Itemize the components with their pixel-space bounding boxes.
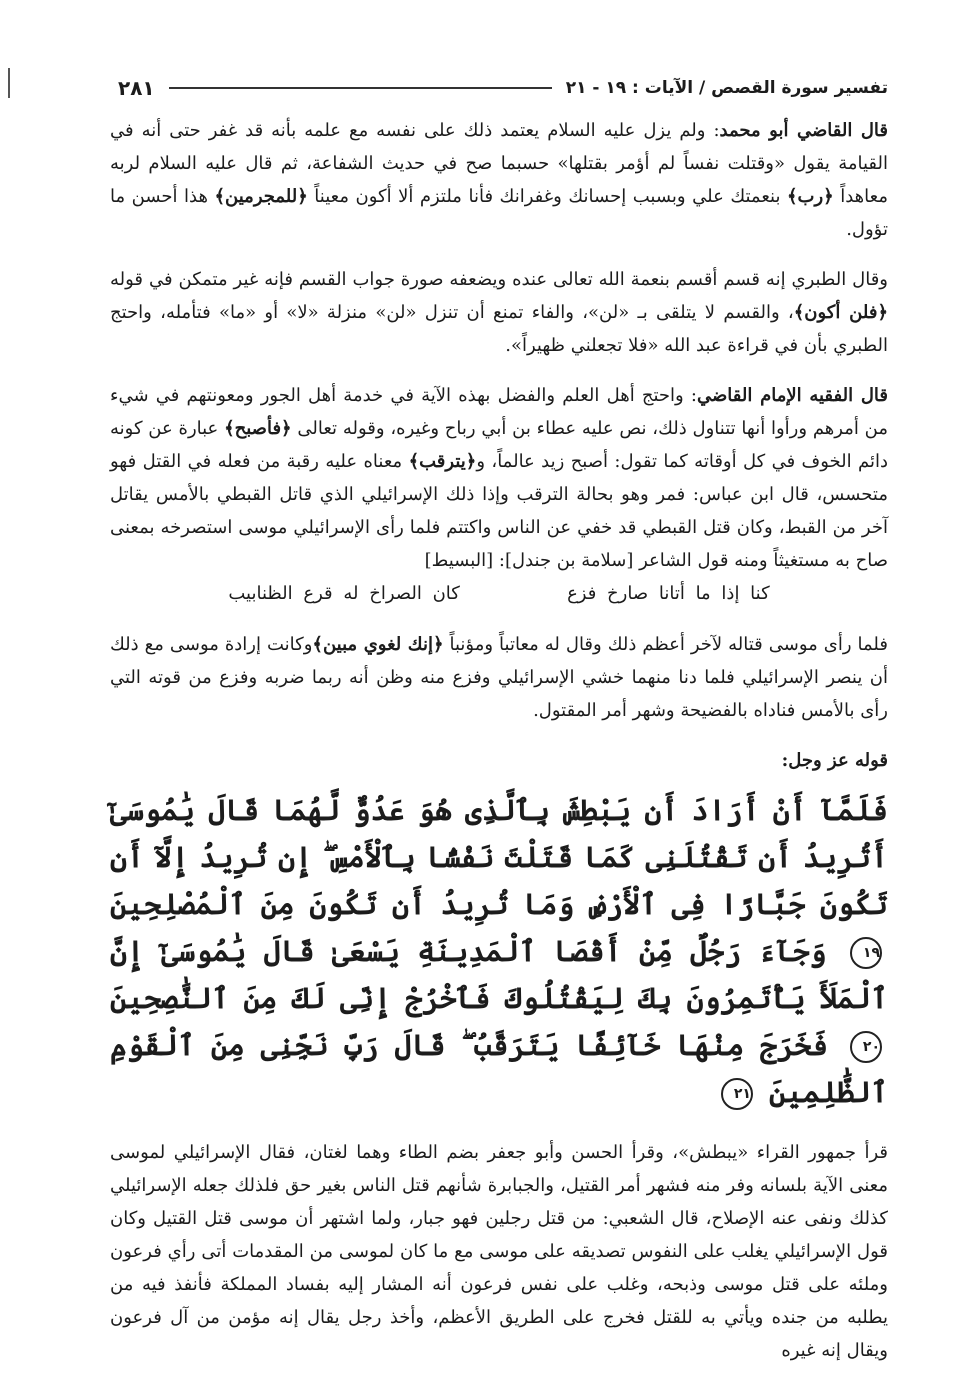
poem-hemistich-1: كنا إذا ما أتانا صارخ فزع — [567, 583, 770, 604]
paragraph-text: وكانت إرادة موسى مع ذلك أن ينصر الإسرائيلي فلما دنا منهما خشي الإسرائيلي وفزع منه وظن أنه ربما ضربه وفزع من قوته التي رأى بالأمس فناداه بالفضيحة وشهر أمر المقتول. — [110, 634, 888, 721]
quran-quote: ﴿يترقب﴾ — [408, 451, 477, 472]
quran-ayah-21: فَخَرَجَ مِنْهَا خَآئِفًا يَتَرَقَّبُ ۖ قَالَ رَبِّ نَجِّنِى مِنَ ٱلْقَوْمِ ٱلظَّٰلِمِينَ — [110, 1028, 888, 1109]
poem-verse — [110, 577, 888, 610]
running-title: تفسير سورة القصص / الآيات : ١٩ - ٢١ — [565, 78, 888, 98]
paragraph-text: معناه عليه رقبة من فعله في القتل فهو متحسس، قال ابن عباس: فمر وهو بحالة الترقب وإذا ذلك الإسرائيلي الذي قاتل القبطي بالأمس يقاتل آخر من القبط، وكان قتل القبطي قد خفي عن الناس واكتتم فلما رأى الإسرائيلي موسى استصرخه بمعنى صاح به مستغيثاً ومنه قول الشاعر [سلامة بن جندل]: [البسيط] — [110, 451, 888, 571]
quran-quote: ﴿للمجرمين﴾ — [214, 186, 308, 207]
margin-mark — [8, 68, 10, 98]
paragraph-2 — [110, 263, 888, 362]
paragraph-1 — [110, 114, 888, 246]
quran-quote: ﴿رب﴾ — [786, 186, 834, 207]
paragraph-text: ، والقسم لا يتلقى بـ «لن»، والفاء تمنع أن تنزل «لن» منزلة «لا» أو «ما» فتأمله، واحتج الطبري بأن في قراءة عبد الله «فلا تجعلني ظهيراً». — [110, 302, 888, 356]
quran-block — [110, 787, 888, 1116]
quran-quote: ﴿فأصبح﴾ — [224, 418, 292, 439]
poem-hemistich-2: كان الصراخ له قرع الظنابيب — [228, 583, 460, 604]
paragraph-text: فلما رأى موسى قتاله لآخر أعظم ذلك وقال له معاتباً ومؤنباً — [449, 634, 888, 655]
paragraph-text: هذا أحسن ما تؤول. — [110, 186, 888, 240]
ayah-number-mark: ٢٠ — [850, 1031, 882, 1063]
paragraph-3 — [110, 379, 888, 577]
paragraph-text: : ولم يزل عليه السلام يعتمد ذلك على نفسه مع علمه بأنه قد غفر حتى أنه في القيامة يقول «وقتلت نفساً لم أؤمر بقتلها» حسبما صح في حديث الشفاعة، ثم قال عليه السلام لربه معاهداً — [110, 120, 888, 207]
quran-ayah-20: وَجَآءَ رَجُلٌ مِّنْ أَقْصَا ٱلْمَدِينَةِ يَسْعَىٰ قَالَ يَٰمُوسَىٰٓ إِنَّ ٱلْمَلَأَ يَأْتَمِرُونَ بِكَ لِيَقْتُلُوكَ فَٱخْرُجْ إِنِّى لَكَ مِنَ ٱلنَّٰصِحِينَ — [110, 934, 888, 1015]
paragraph-text: وقال الطبري إنه قسم أقسم بنعمة الله تعالى عنده ويضعفه صورة جواب القسم فإنه غير متمكن في قوله — [110, 269, 888, 290]
page-body — [110, 114, 888, 1367]
quran-quote: ﴿فلن أكون﴾ — [793, 302, 888, 323]
speaker-label: قال الفقيه الإمام القاضي — [696, 385, 888, 406]
page-number: ٢٨١ — [118, 76, 155, 100]
speaker-label: قال القاضي أبو محمد — [719, 120, 888, 141]
paragraph-6 — [110, 1136, 888, 1367]
paragraph-text: : واحتج أهل العلم والفضل بهذه الآية في خدمة أهل الجور ومعونتهم في شيء من أمرهم ورأوا أنها تتناول ذلك، نص عليه عطاء بن أبي رباح وغيره، وقوله تعالى — [110, 385, 888, 439]
ayah-number-mark: ٢١ — [721, 1078, 753, 1110]
header-rule — [169, 87, 552, 89]
verse-intro: قوله عز وجل: — [781, 750, 888, 771]
paragraph-5 — [110, 744, 888, 777]
page-header — [118, 70, 888, 106]
quran-ayah-19: فَلَمَّآ أَنْ أَرَادَ أَن يَبْطِشَ بِٱلَّذِى هُوَ عَدُوٌّ لَّهُمَا قَالَ يَٰمُوسَىٰٓ أَتُرِيدُ أَن تَقْتُلَنِى كَمَا قَتَلْتَ نَفْسًۢا بِٱلْأَمْسِ ۖ إِن تُرِيدُ إِلَّآ أَن تَكُونَ جَبَّارًا فِى ٱلْأَرْضِ وَمَا تُرِيدُ أَن تَكُونَ مِنَ ٱلْمُصْلِحِينَ — [110, 793, 888, 921]
paragraph-4 — [110, 628, 888, 727]
quran-quote: ﴿إنك لغوي مبين﴾ — [312, 634, 444, 655]
ayah-number-mark: ١٩ — [850, 937, 882, 969]
paragraph-text: قرأ جمهور القراء «يبطش»، وقرأ الحسن وأبو جعفر بضم الطاء وهما لغتان، فقال الإسرائيلي لموسى معنى الآية بلسانه وفر منه فشهر أمر القتيل، والجبابرة شأنهم قتل الناس بغير حق فلذلك جعله الإسرائيلي كذلك ونفى عنه الإصلاح، قال الشعبي: من قتل رجلين فهو جبار، ولما اشتهر أن موسى قتل القتيل وكان قول الإسرائيلي يغلب على النفوس تصديقه على موسى مع ما كان لموسى من المقدمات أتى رأي فرعون وملئه على قتل موسى وذبحه، وغلب على نفس فرعون أنه المشار إليه بفساد المملكة فأنفذ فيه من يطلبه من جنده ويأتي به للقتل فخرج على الطريق الأعظم، وأخذ رجل يقال إنه مؤمن من آل فرعون ويقال إنه غيره — [110, 1142, 888, 1361]
paragraph-text: بنعمتك علي وبسبب إحسانك وغفرانك فأنا ملتزم ألا أكون معيناً — [314, 186, 781, 207]
paragraph-text: عبارة عن كونه دائم الخوف في كل أوقاته كما تقول: أصبح زيد عالماً، و — [110, 418, 888, 472]
